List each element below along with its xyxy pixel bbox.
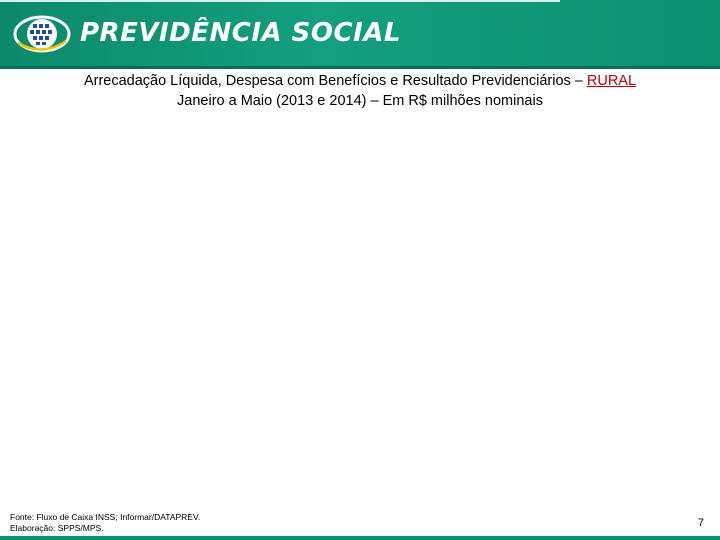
brand-name: PREVIDÊNCIA SOCIAL (80, 18, 401, 48)
source-footnote (10, 512, 200, 534)
page-number: 7 (697, 517, 704, 529)
title-line-2: Janeiro a Maio (2013 e 2014) – Em R$ milhões nominais (177, 93, 543, 109)
header-accent-line (0, 66, 720, 69)
title-highlight-rural: RURAL (586, 73, 637, 89)
footer-bar (0, 536, 720, 540)
prepared-by-text: Elaboração: SPPS/MPS. (10, 523, 104, 533)
previdencia-logo-icon (12, 13, 72, 55)
title-line-1 (0, 71, 720, 91)
slide-title (0, 71, 720, 111)
header-top-line (0, 0, 560, 2)
source-text: Fonte: Fluxo de Caixa INSS; Informar/DATAPREV. (10, 512, 201, 522)
header-bar (0, 0, 720, 68)
title-line-1-text: Arrecadação Líquida, Despesa com Benefícios e Resultado Previdenciários – (83, 73, 587, 89)
